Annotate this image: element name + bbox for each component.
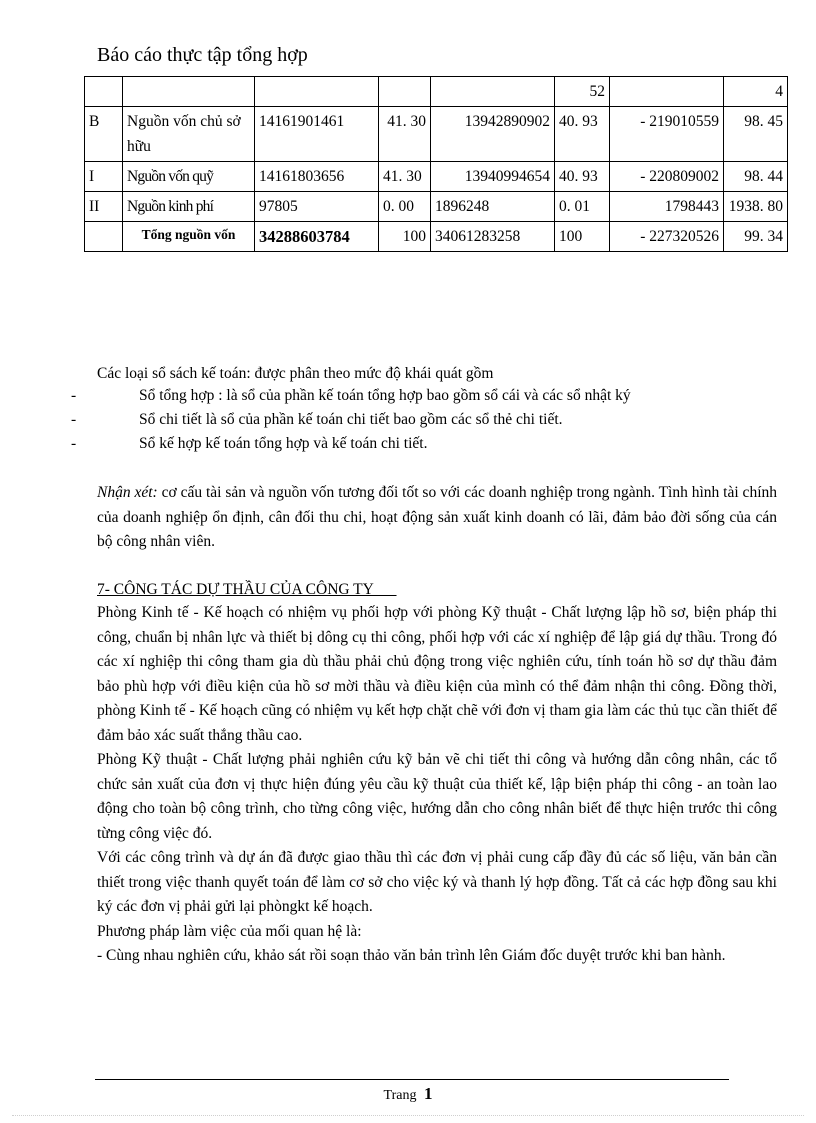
difference: - 227320526 [610, 222, 724, 252]
table-cell [255, 77, 379, 107]
table-cell [431, 77, 555, 107]
percent-end: 100 [555, 222, 610, 252]
percent-begin: 41. 30 [379, 107, 431, 162]
paragraph: - Cùng nhau nghiên cứu, khảo sát rồi soạn thảo văn bản trình lên Giám đốc duyệt trước khi ban hành. [97, 947, 726, 964]
page-bottom-border [12, 1115, 804, 1116]
percent-begin: 100 [379, 222, 431, 252]
list-item-text: Sổ chi tiết là sổ của phần kế toán chi tiết bao gồm các sổ thẻ chi tiết. [139, 411, 563, 428]
value-end: 13942890902 [431, 107, 555, 162]
section-body [97, 601, 777, 969]
percent-end: 40. 93 [555, 162, 610, 192]
ratio: 98. 44 [724, 162, 788, 192]
table-cell [610, 77, 724, 107]
ratio: 99. 34 [724, 222, 788, 252]
difference: 1798443 [610, 192, 724, 222]
table-row-total [85, 222, 788, 252]
section-title: 7- CÔNG TÁC DỰ THẦU CỦA CÔNG TY [97, 581, 397, 598]
value-begin: 34288603784 [255, 222, 379, 252]
paragraph: Phòng Kỹ thuật - Chất lượng phải nghiên cứu kỹ bản vẽ chi tiết thi công và hướng dẫn công nhân, các tổ chức sản xuất của đơn vị thực hiện đúng yêu cầu kỹ thuật của thiết kế, lập biện pháp thi công - an toàn lao động cho toàn bộ công trình, cho từng công việc, hướng dẫn cho công nhân biết để thực hiện trước thi công từng công việc đó. [97, 751, 777, 842]
value-end: 1896248 [431, 192, 555, 222]
percent-end: 40. 93 [555, 107, 610, 162]
page-number: 1 [423, 1084, 433, 1103]
remark-text: cơ cấu tài sản và nguồn vốn tương đối tốt so với các doanh nghiệp trong ngành. Tình hình tài chính của doanh nghiệp ổn định, cân đối thu chi, hoạt động sản xuất kinh doanh có lãi, đảm bảo đời sống của cán bộ công nhân viên. [97, 484, 777, 550]
paragraph: Phòng Kinh tế - Kế hoạch có nhiệm vụ phối hợp với phòng Kỹ thuật - Chất lượng lập hồ sơ, biện pháp thi công, chuẩn bị nhân lực và thiết bị dông cụ thi công, phối hợp với các xí nghiệp để lập giá dự thầu. Trong đó các xí nghiệp thi công tham gia dù thầu phải chủ động trong việc nghiên cứu, tính toán hồ sơ dự thầu đảm bảo phù hợp với điều kiện của hồ sơ mời thầu và điều kiện của mình có thể đảm nhận thi công. Đồng thời, phòng Kinh tế - Kế hoạch cũng có nhiệm vụ kết hợp chặt chẽ với đơn vị tham gia làm các thủ tục cần thiết để đảm bảo xác suất thắng thầu cao. [97, 604, 777, 744]
difference: - 219010559 [610, 107, 724, 162]
list-item-text: Sổ kế hợp kế toán tổng hợp và kế toán chi tiết. [139, 435, 428, 452]
value-end: 34061283258 [431, 222, 555, 252]
bullet-dash: - [71, 435, 77, 452]
bullet-dash: - [71, 411, 77, 428]
value-end: 13940994654 [431, 162, 555, 192]
row-code: II [85, 192, 123, 222]
row-code [85, 222, 123, 252]
table-row [85, 162, 788, 192]
percent-begin: 0. 00 [379, 192, 431, 222]
table-cell: 52 [555, 77, 610, 107]
bullet-dash: - [71, 387, 77, 404]
ratio: 1938. 80 [724, 192, 788, 222]
ratio: 98. 45 [724, 107, 788, 162]
difference: - 220809002 [610, 162, 724, 192]
percent-end: 0. 01 [555, 192, 610, 222]
accounting-books-intro: Các loại sổ sách kế toán: được phân theo mức độ khái quát gồm [97, 365, 494, 382]
row-name: Nguồn vốn quỹ [123, 162, 255, 192]
table-cell: 4 [724, 77, 788, 107]
row-name: Nguồn vốn chủ sở hữu [123, 107, 255, 162]
row-code: I [85, 162, 123, 192]
value-begin: 14161803656 [255, 162, 379, 192]
row-name: Nguồn kinh phí [123, 192, 255, 222]
table-row [85, 107, 788, 162]
table-cell [85, 77, 123, 107]
table-cell [123, 77, 255, 107]
page-header-title: Báo cáo thực tập tổng hợp [97, 44, 308, 66]
value-begin: 14161901461 [255, 107, 379, 162]
page-footer [0, 1084, 816, 1104]
remark-paragraph [97, 481, 777, 555]
percent-begin: 41. 30 [379, 162, 431, 192]
table-cell [379, 77, 431, 107]
paragraph: Phương pháp làm việc của mối quan hệ là: [97, 922, 362, 940]
row-name: Tổng nguồn vốn [123, 222, 255, 252]
row-code: B [85, 107, 123, 162]
table-index-row [85, 77, 788, 107]
page-label: Trang [383, 1088, 417, 1103]
financial-table [84, 76, 788, 252]
value-begin: 97805 [255, 192, 379, 222]
table-row [85, 192, 788, 222]
remark-label: Nhận xét: [97, 484, 158, 501]
footer-divider [95, 1079, 729, 1080]
list-item-text: Sổ tổng hợp : là sổ của phần kế toán tổng hợp bao gồm sổ cái và các sổ nhật ký [139, 387, 631, 404]
paragraph: Với các công trình và dự án đã được giao thầu thì các đơn vị phải cung cấp đầy đủ các số liệu, văn bản cần thiết trong việc thanh quyết toán để làm cơ sở cho việc ký và thanh lý hợp đồng. Tất cả các hợp đồng sau khi ký các đơn vị phải gửi lại phòngkt kế hoạch. [97, 849, 777, 915]
